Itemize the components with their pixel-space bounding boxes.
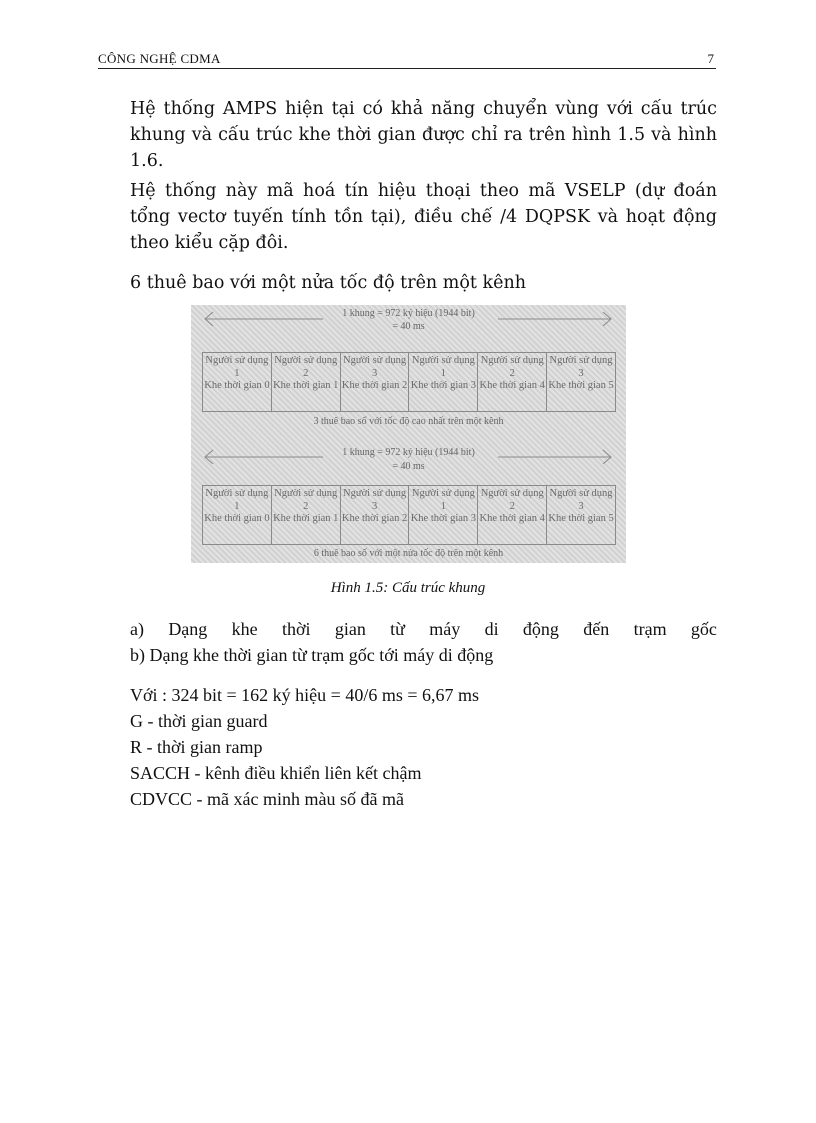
bottom-frame-note: 6 thuê bao số với một nửa tốc độ trên một kênh [313, 548, 504, 559]
paragraph-half-rate: 6 thuê bao với một nửa tốc độ trên một kênh [130, 273, 526, 293]
top-slot-4: Người sử dụng 2 Khe thời gian 4 [478, 353, 547, 411]
definition-guard: G - thời gian guard [130, 711, 268, 731]
paragraph-amps: Hệ thống AMPS hiện tại có khả năng chuyển vùng với cấu trúc khung và cấu trúc khe thời gian được chỉ ra trên hình 1.5 và hình 1.6. [130, 99, 717, 171]
top-slot-3: Người sử dụng 1 Khe thời gian 3 [409, 353, 478, 411]
top-frame-note: 3 thuê bao số với tốc độ cao nhất trên một kênh [313, 416, 504, 427]
header-title: CÔNG NGHỆ CDMA [98, 51, 221, 66]
bottom-frame-duration: = 40 ms [392, 461, 425, 472]
page-number: 7 [707, 51, 714, 66]
top-frame-label: 1 khung = 972 ký hiệu (1944 bit) [342, 308, 475, 319]
bottom-slot-1: Người sử dụng 2 Khe thời gian 1 [272, 486, 341, 544]
bottom-frame-arrow [203, 447, 613, 467]
bottom-slot-3: Người sử dụng 1 Khe thời gian 3 [409, 486, 478, 544]
bottom-slot-row [202, 485, 616, 545]
definition-symbol: Với : 324 bit = 162 ký hiệu = 40/6 ms = 6,67 ms [130, 685, 479, 705]
top-slot-1: Người sử dụng 2 Khe thời gian 1 [272, 353, 341, 411]
bottom-slot-0: Người sử dụng 1 Khe thời gian 0 [203, 486, 272, 544]
list-item-a: a) Dạng khe thời gian từ máy di động đến trạm gốc [130, 619, 717, 639]
definition-sacch: SACCH - kênh điều khiển liên kết chậm [130, 763, 422, 783]
top-slot-0: Người sử dụng 1 Khe thời gian 0 [203, 353, 272, 411]
definition-ramp: R - thời gian ramp [130, 737, 263, 757]
top-slot-5: Người sử dụng 3 Khe thời gian 5 [548, 355, 614, 391]
paragraph-vselp: Hệ thống này mã hoá tín hiệu thoại theo mã VSELP (dự đoán tổng vectơ tuyến tính tồn tại), điều chế /4 DQPSK và hoạt động theo kiểu cặp đôi. [130, 181, 717, 253]
bottom-slot-4: Người sử dụng 2 Khe thời gian 4 [478, 486, 547, 544]
top-slot-row [202, 352, 616, 412]
top-frame-duration: = 40 ms [392, 321, 425, 332]
definition-cdvcc: CDVCC - mã xác minh màu số đã mã [130, 789, 404, 809]
page-header [98, 50, 716, 69]
top-slot-2: Người sử dụng 3 Khe thời gian 2 [341, 353, 410, 411]
bottom-slot-2: Người sử dụng 3 Khe thời gian 2 [341, 486, 410, 544]
figure-caption: Hình 1.5: Cấu trúc khung [330, 580, 486, 596]
frame-structure-figure [191, 305, 626, 563]
bottom-frame-label: 1 khung = 972 ký hiệu (1944 bit) [342, 447, 475, 458]
top-frame-arrow [203, 309, 613, 329]
list-item-b: b) Dạng khe thời gian từ trạm gốc tới máy di động [130, 645, 494, 665]
bottom-slot-5: Người sử dụng 3 Khe thời gian 5 [548, 488, 614, 524]
